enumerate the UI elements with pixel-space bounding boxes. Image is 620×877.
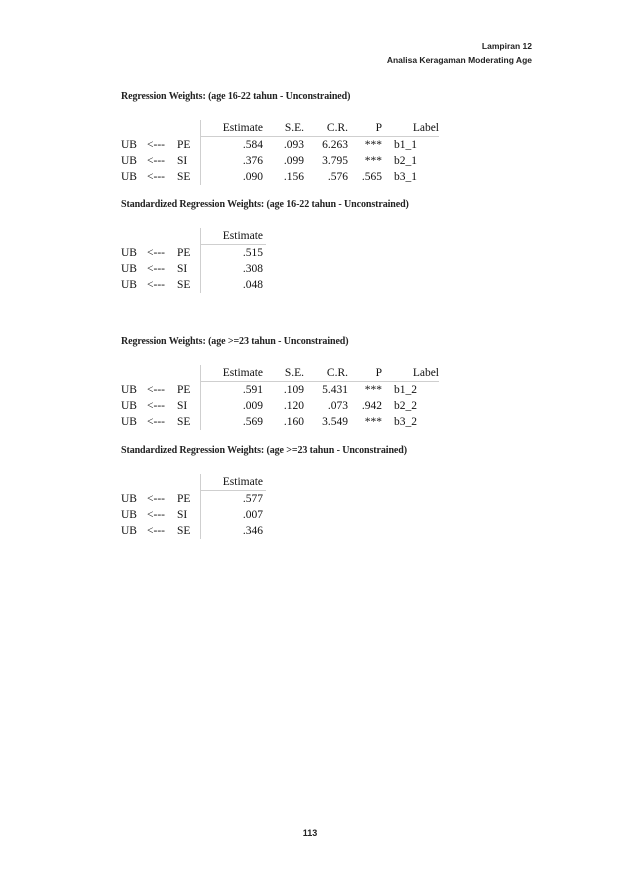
dependent-variable: UB <box>121 383 137 396</box>
p-value: *** <box>364 155 382 167</box>
table-row <box>121 382 439 399</box>
table-row <box>121 137 439 154</box>
table-row <box>121 169 439 185</box>
se-value: .109 <box>283 384 304 396</box>
header-estimate: Estimate <box>201 474 267 491</box>
estimate-value: .346 <box>242 525 263 537</box>
p-value: *** <box>364 384 382 396</box>
header-p: P <box>348 365 382 382</box>
independent-variable: SI <box>177 398 201 414</box>
cr-value: 5.431 <box>322 384 348 396</box>
table-row <box>121 398 439 414</box>
independent-variable: PE <box>177 382 201 399</box>
regression-weights-young-section <box>121 91 439 185</box>
table-row <box>121 245 266 262</box>
independent-variable: SI <box>177 261 201 277</box>
regression-weights-older-section <box>121 336 439 430</box>
table-header-row <box>121 474 266 491</box>
header-se: S.E. <box>266 120 304 137</box>
se-value: .156 <box>283 171 304 183</box>
table-row <box>121 153 439 169</box>
dependent-variable: UB <box>121 171 137 183</box>
label-value: b1_1 <box>394 139 417 151</box>
cr-value: 3.549 <box>322 416 348 428</box>
label-value: b2_1 <box>394 155 417 167</box>
dependent-variable: UB <box>121 279 137 291</box>
path-arrow: <--- <box>147 509 165 521</box>
independent-variable: SI <box>177 153 201 169</box>
table-row <box>121 261 266 277</box>
page-header <box>387 39 532 67</box>
path-arrow: <--- <box>147 246 165 259</box>
cr-value: 3.795 <box>322 155 348 167</box>
path-arrow: <--- <box>147 416 165 428</box>
label-value: b3_2 <box>394 416 417 428</box>
dependent-variable: UB <box>121 155 137 167</box>
standardized-weights-young-section <box>121 199 409 293</box>
appendix-title: Analisa Keragaman Moderating Age <box>386 55 532 65</box>
independent-variable: PE <box>177 491 201 508</box>
estimate-value: .048 <box>242 279 263 291</box>
header-se: S.E. <box>266 365 304 382</box>
header-blank <box>121 228 147 245</box>
regression-weights-young-table <box>121 120 439 185</box>
estimate-value: .569 <box>242 416 263 428</box>
header-estimate: Estimate <box>201 228 267 245</box>
header-blank <box>121 120 147 137</box>
header-blank <box>177 365 201 382</box>
dependent-variable: UB <box>121 492 137 505</box>
path-arrow: <--- <box>147 279 165 291</box>
estimate-value: .308 <box>242 263 263 275</box>
label-value: b1_2 <box>394 384 417 396</box>
table-header-row <box>121 365 439 382</box>
label-value: b2_2 <box>394 400 417 412</box>
dependent-variable: UB <box>121 138 137 151</box>
se-value: .099 <box>283 155 304 167</box>
standardized-weights-young-table <box>121 228 266 293</box>
header-blank <box>177 228 201 245</box>
standardized-weights-older-section <box>121 445 407 539</box>
header-cr: C.R. <box>304 120 348 137</box>
page-number: 113 <box>302 828 318 838</box>
table-row <box>121 277 266 293</box>
dependent-variable: UB <box>121 525 137 537</box>
se-value: .120 <box>283 400 304 412</box>
header-estimate: Estimate <box>201 120 267 137</box>
dependent-variable: UB <box>121 246 137 259</box>
estimate-value: .584 <box>242 139 263 151</box>
header-blank <box>147 474 177 491</box>
standardized-weights-older-table <box>121 474 266 539</box>
appendix-label: Lampiran 12 <box>481 41 532 51</box>
header-label: Label <box>382 120 439 137</box>
estimate-value: .591 <box>242 384 263 396</box>
independent-variable: SE <box>177 169 201 185</box>
independent-variable: PE <box>177 137 201 154</box>
p-value: *** <box>364 416 382 428</box>
path-arrow: <--- <box>147 138 165 151</box>
estimate-value: .090 <box>242 171 263 183</box>
dependent-variable: UB <box>121 400 137 412</box>
independent-variable: SI <box>177 507 201 523</box>
dependent-variable: UB <box>121 416 137 428</box>
header-blank <box>177 120 201 137</box>
table-row <box>121 523 266 539</box>
table-header-row <box>121 228 266 245</box>
se-value: .093 <box>283 139 304 151</box>
header-label: Label <box>382 365 439 382</box>
p-value: .942 <box>361 400 382 412</box>
estimate-value: .577 <box>242 493 263 505</box>
table-row <box>121 414 439 430</box>
section-caption: Standardized Regression Weights: (age >=23 tahun - Unconstrained) <box>121 445 407 456</box>
independent-variable: SE <box>177 277 201 293</box>
header-blank <box>147 365 177 382</box>
section-caption: Regression Weights: (age 16-22 tahun - Unconstrained) <box>121 91 351 102</box>
path-arrow: <--- <box>147 263 165 275</box>
independent-variable: SE <box>177 523 201 539</box>
header-blank <box>121 474 147 491</box>
cr-value: .576 <box>327 171 348 183</box>
p-value: .565 <box>361 171 382 183</box>
table-header-row <box>121 120 439 137</box>
section-caption: Standardized Regression Weights: (age 16-22 tahun - Unconstrained) <box>121 199 409 210</box>
regression-weights-older-table <box>121 365 439 430</box>
p-value: *** <box>364 139 382 151</box>
dependent-variable: UB <box>121 509 137 521</box>
table-row <box>121 491 266 508</box>
path-arrow: <--- <box>147 171 165 183</box>
cr-value: .073 <box>327 400 348 412</box>
header-blank <box>147 228 177 245</box>
header-estimate: Estimate <box>201 365 267 382</box>
dependent-variable: UB <box>121 263 137 275</box>
path-arrow: <--- <box>147 155 165 167</box>
header-blank <box>121 365 147 382</box>
header-blank <box>177 474 201 491</box>
table-row <box>121 507 266 523</box>
estimate-value: .007 <box>242 509 263 521</box>
header-blank <box>147 120 177 137</box>
header-p: P <box>348 120 382 137</box>
label-value: b3_1 <box>394 171 417 183</box>
section-caption: Regression Weights: (age >=23 tahun - Unconstrained) <box>121 336 349 347</box>
estimate-value: .515 <box>242 247 263 259</box>
independent-variable: PE <box>177 245 201 262</box>
header-cr: C.R. <box>304 365 348 382</box>
path-arrow: <--- <box>147 383 165 396</box>
path-arrow: <--- <box>147 492 165 505</box>
se-value: .160 <box>283 416 304 428</box>
path-arrow: <--- <box>147 525 165 537</box>
independent-variable: SE <box>177 414 201 430</box>
estimate-value: .376 <box>242 155 263 167</box>
path-arrow: <--- <box>147 400 165 412</box>
cr-value: 6.263 <box>322 139 348 151</box>
estimate-value: .009 <box>242 400 263 412</box>
